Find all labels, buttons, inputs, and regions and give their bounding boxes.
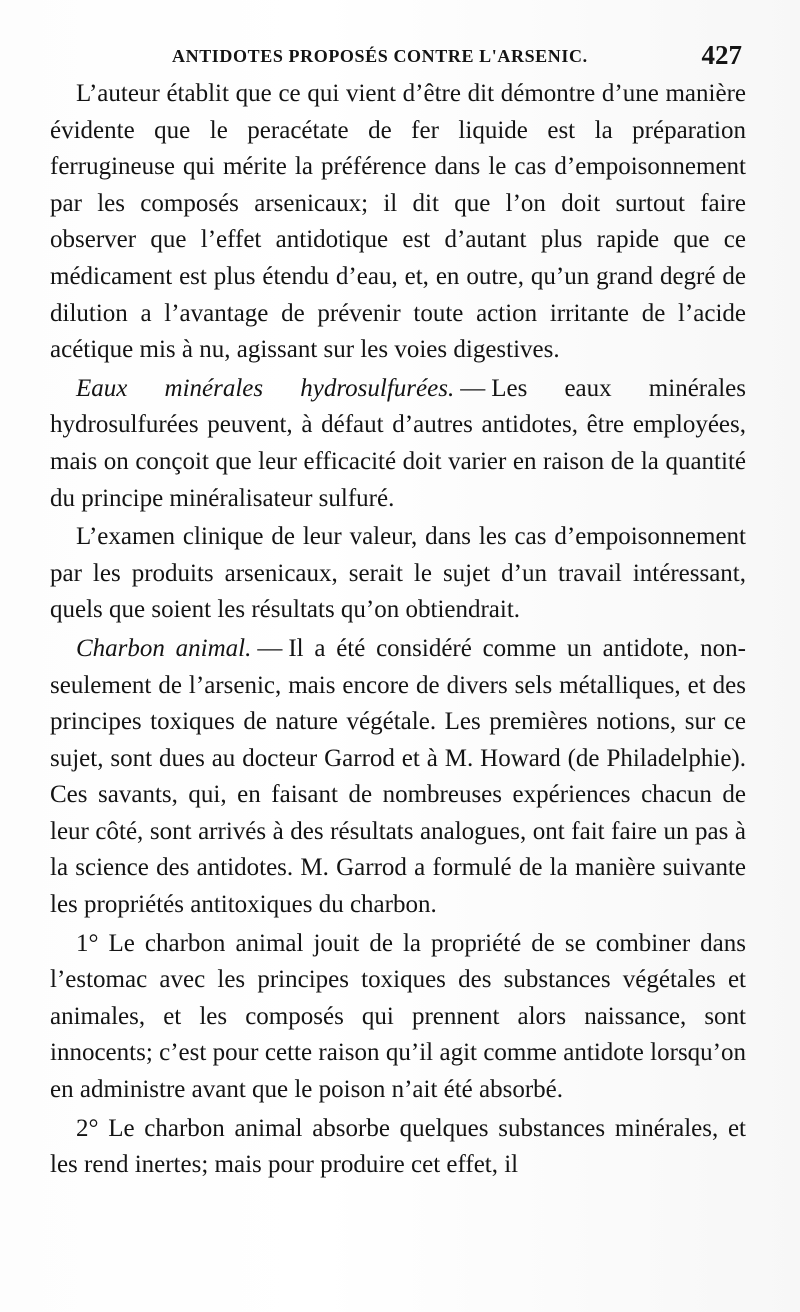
- paragraph: [50, 519, 746, 629]
- paragraph-lead-italic: Charbon animal.: [76, 634, 252, 662]
- paragraph-text: L’auteur établit que ce qui vient d’être dit démontre d’une manière évidente que le peracétate de fer liquide est la préparation ferrugineuse qui mérite la préférence dans le cas d’empoisonnement par les composés arsenicaux; il dit que l’on doit surtout faire observer que l’effet antidotique est d’autant plus rapide que ce médicament est plus étendu d’eau, et, en outre, qu’un grand degré de dilution a l’avantage de prévenir toute action irritante de l’acide acétique mis à nu, agissant sur les voies digestives.: [50, 80, 746, 364]
- paragraph: [50, 631, 746, 924]
- running-title: ANTIDOTES PROPOSÉS CONTRE L'ARSENIC.: [172, 46, 588, 66]
- paragraph-text: 1° Le charbon animal jouit de la propriété de se combiner dans l’estomac avec les principes toxiques des substances végétales et animales, et les composés qui prennent alors naissance, sont innocents; c’est pour cette raison qu’il agit comme antidote lorsqu’on en administre avant que le poison n’ait été absorbé.: [50, 929, 746, 1104]
- paragraph-text: Les eaux minérales hydrosulfurées peuvent, à défaut d’autres antidotes, être employées, mais on conçoit que leur efficacité doit varier en raison de la quantité du principe minéralisateur sulfuré.: [50, 374, 746, 512]
- paragraph-text: Il a été considéré comme un antidote, non-seulement de l’arsenic, mais encore de divers sels métalliques, et des principes toxiques de nature végétale. Les premières notions, sur ce sujet, sont dues au docteur Garrod et à M. Howard (de Philadelphie). Ces savants, qui, en faisant de nombreuses expériences chacun de leur côté, sont arrivés à des résultats analogues, ont fait faire un pas à la science des antidotes. M. Garrod a formulé de la manière suivante les propriétés antitoxiques du charbon.: [50, 634, 746, 919]
- paragraph-lead-italic: Eaux minérales hydrosulfurées.: [76, 374, 455, 402]
- page-number: 427: [701, 40, 742, 70]
- paragraph: [50, 371, 746, 517]
- body-text: [50, 76, 746, 1184]
- paragraph: [50, 926, 746, 1109]
- page-header: [172, 40, 742, 76]
- paragraph: [50, 76, 746, 369]
- paragraph: [50, 1111, 746, 1184]
- em-dash: —: [257, 634, 283, 662]
- paragraph-text: L’examen clinique de leur valeur, dans les cas d’empoisonnement par les produits arsenicaux, serait le sujet d’un travail intéressant, quels que soient les résultats qu’on obtiendrait.: [50, 523, 746, 624]
- em-dash: —: [460, 374, 486, 402]
- paragraph-text: 2° Le charbon animal absorbe quelques substances minérales, et les rend inertes; mais pour produire cet effet, il: [50, 1114, 746, 1179]
